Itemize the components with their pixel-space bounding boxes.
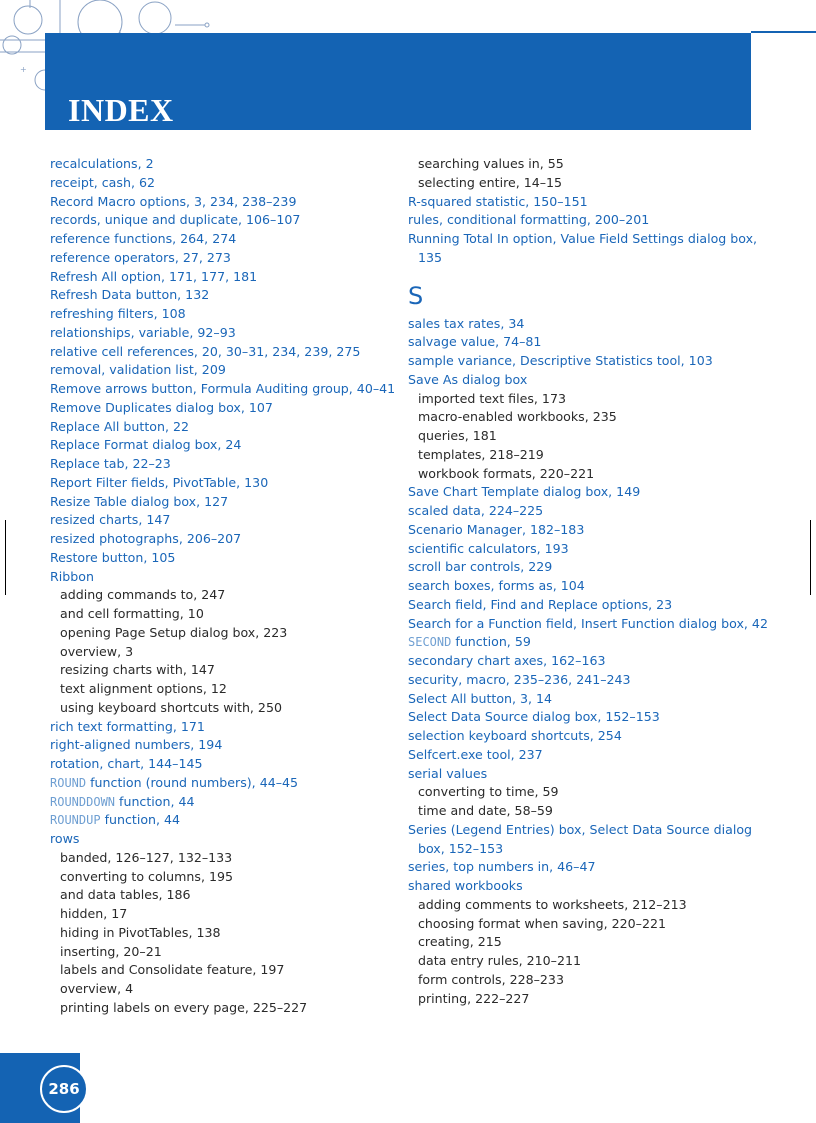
index-subentry: queries, 181 bbox=[418, 428, 497, 443]
index-subentry: inserting, 20–21 bbox=[60, 943, 162, 959]
index-entry bbox=[408, 633, 768, 652]
index-entry-text: function, 59 bbox=[451, 634, 531, 650]
index-entry: rich text formatting, 171 bbox=[50, 718, 205, 734]
index-subentry: banded, 126–127, 132–133 bbox=[60, 849, 233, 865]
index-entry: series, top numbers in, 46–47 bbox=[408, 859, 596, 875]
index-entry: rows bbox=[50, 831, 80, 846]
index-subentry: adding comments to worksheets, 212–213 bbox=[418, 896, 687, 912]
index-entry: Selfcert.exe tool, 237 bbox=[408, 746, 543, 762]
index-subentry: overview, 4 bbox=[60, 981, 134, 996]
function-name: ROUNDUP bbox=[50, 813, 101, 828]
index-subentry: hiding in PivotTables, 138 bbox=[60, 924, 221, 940]
index-entry: Select All button, 3, 14 bbox=[408, 690, 553, 706]
index-entry: secondary chart axes, 162–163 bbox=[408, 653, 606, 668]
function-name: ROUNDDOWN bbox=[50, 794, 116, 809]
index-entry: scientific calculators, 193 bbox=[408, 540, 569, 556]
index-subentry: imported text files, 173 bbox=[418, 390, 566, 406]
index-entry: recalculations, 2 bbox=[50, 156, 154, 171]
index-entry: security, macro, 235–236, 241–243 bbox=[408, 671, 631, 687]
index-entry: shared workbooks bbox=[408, 878, 523, 893]
index-entry: Resize Table dialog box, 127 bbox=[50, 493, 229, 509]
index-entry-text: function, 44 bbox=[100, 812, 181, 828]
index-subentry: creating, 215 bbox=[418, 934, 502, 950]
index-subentry: and data tables, 186 bbox=[60, 887, 191, 903]
index-entry: right-aligned numbers, 194 bbox=[50, 737, 223, 753]
index-entry-text: function (round numbers), 44–45 bbox=[86, 774, 299, 790]
index-entry: Series (Legend Entries) box, Select Data Source dialog box, 152–153 bbox=[408, 821, 753, 856]
index-entry: Scenario Manager, 182–183 bbox=[408, 521, 585, 537]
svg-text:+: + bbox=[20, 65, 27, 74]
index-entry: removal, validation list, 209 bbox=[50, 362, 226, 378]
index-entry: serial values bbox=[408, 765, 488, 781]
index-subentry: opening Page Setup dialog box, 223 bbox=[60, 624, 288, 640]
index-subentry: overview, 3 bbox=[60, 643, 134, 659]
index-entry: Refresh Data button, 132 bbox=[50, 287, 210, 303]
binding-mark bbox=[810, 520, 811, 595]
page-title: INDEX bbox=[68, 92, 174, 128]
index-entry: Save Chart Template dialog box, 149 bbox=[408, 484, 641, 500]
index-subentry: resizing charts with, 147 bbox=[60, 662, 215, 678]
index-subentry: converting to columns, 195 bbox=[60, 868, 234, 884]
index-subentry: choosing format when saving, 220–221 bbox=[418, 915, 666, 931]
index-entry: refreshing filters, 108 bbox=[50, 306, 186, 321]
index-entry: Select Data Source dialog box, 152–153 bbox=[408, 709, 660, 725]
index-entry: Replace All button, 22 bbox=[50, 418, 190, 434]
index-entry: salvage value, 74–81 bbox=[408, 334, 542, 350]
index-subentry: templates, 218–219 bbox=[418, 446, 544, 462]
index-subentry: printing labels on every page, 225–227 bbox=[60, 999, 308, 1015]
index-subentry: adding commands to, 247 bbox=[60, 587, 226, 603]
index-entry: R-squared statistic, 150–151 bbox=[408, 193, 588, 209]
index-column-left bbox=[50, 155, 396, 1018]
index-subentry: form controls, 228–233 bbox=[418, 971, 564, 987]
index-subentry: macro-enabled workbooks, 235 bbox=[418, 409, 617, 425]
index-entry: reference functions, 264, 274 bbox=[50, 231, 237, 246]
index-entry: reference operators, 27, 273 bbox=[50, 249, 231, 265]
index-entry bbox=[50, 811, 390, 830]
index-subentry: time and date, 58–59 bbox=[418, 803, 553, 818]
index-entry-text: function, 44 bbox=[115, 793, 195, 809]
index-subentry: selecting entire, 14–15 bbox=[418, 174, 563, 190]
index-entry: rules, conditional formatting, 200–201 bbox=[408, 212, 650, 228]
page-number: 286 bbox=[40, 1065, 88, 1113]
index-entry bbox=[50, 793, 390, 812]
index-subentry: hidden, 17 bbox=[60, 906, 128, 921]
index-entry: rotation, chart, 144–145 bbox=[50, 756, 203, 771]
index-entry: Save As dialog box bbox=[408, 371, 528, 387]
index-subentry: converting to time, 59 bbox=[418, 784, 559, 800]
binding-mark bbox=[5, 520, 6, 595]
index-entry: Replace tab, 22–23 bbox=[50, 456, 171, 471]
index-entry: scaled data, 224–225 bbox=[408, 503, 544, 518]
index-entry: Replace Format dialog box, 24 bbox=[50, 437, 242, 453]
index-entry: relationships, variable, 92–93 bbox=[50, 324, 236, 340]
function-name: ROUND bbox=[50, 775, 87, 790]
index-entry: Refresh All option, 171, 177, 181 bbox=[50, 268, 258, 284]
index-subentry: and cell formatting, 10 bbox=[60, 606, 204, 621]
index-entry: Restore button, 105 bbox=[50, 549, 176, 565]
function-name: SECOND bbox=[408, 635, 452, 650]
index-entry: Record Macro options, 3, 234, 238–239 bbox=[50, 193, 297, 209]
index-entry: receipt, cash, 62 bbox=[50, 174, 155, 190]
index-subentry: data entry rules, 210–211 bbox=[418, 953, 582, 968]
index-entry: resized charts, 147 bbox=[50, 512, 171, 528]
index-subentry: searching values in, 55 bbox=[418, 156, 564, 171]
index-entry: sample variance, Descriptive Statistics tool, 103 bbox=[408, 353, 713, 368]
header-rule bbox=[751, 31, 816, 33]
index-entry: Running Total In option, Value Field Settings dialog box, 135 bbox=[408, 231, 758, 265]
index-entry: Report Filter fields, PivotTable, 130 bbox=[50, 474, 269, 490]
index-entry: sales tax rates, 34 bbox=[408, 315, 525, 331]
index-subentry: printing, 222–227 bbox=[418, 990, 530, 1006]
index-entry: selection keyboard shortcuts, 254 bbox=[408, 728, 622, 743]
index-subentry: labels and Consolidate feature, 197 bbox=[60, 962, 285, 978]
index-entry: Search for a Function field, Insert Function dialog box, 42 bbox=[408, 615, 768, 631]
index-entry: Search field, Find and Replace options, 23 bbox=[408, 596, 673, 612]
section-letter: S bbox=[408, 281, 424, 310]
index-entry: Ribbon bbox=[50, 568, 94, 584]
index-entry: search boxes, forms as, 104 bbox=[408, 578, 585, 593]
index-entry: resized photographs, 206–207 bbox=[50, 531, 242, 546]
index-entry: scroll bar controls, 229 bbox=[408, 559, 553, 575]
index-subentry: using keyboard shortcuts with, 250 bbox=[60, 699, 282, 715]
index-entry: Remove Duplicates dialog box, 107 bbox=[50, 399, 273, 415]
index-column-right bbox=[408, 155, 768, 1008]
index-subentry: workbook formats, 220–221 bbox=[418, 465, 595, 481]
index-entry: records, unique and duplicate, 106–107 bbox=[50, 212, 301, 228]
index-entry: Remove arrows button, Formula Auditing group, 40–41 bbox=[50, 381, 396, 396]
index-subentry: text alignment options, 12 bbox=[60, 681, 227, 696]
index-entry bbox=[50, 774, 390, 793]
index-entry: relative cell references, 20, 30–31, 234, 239, 275 bbox=[50, 343, 361, 359]
